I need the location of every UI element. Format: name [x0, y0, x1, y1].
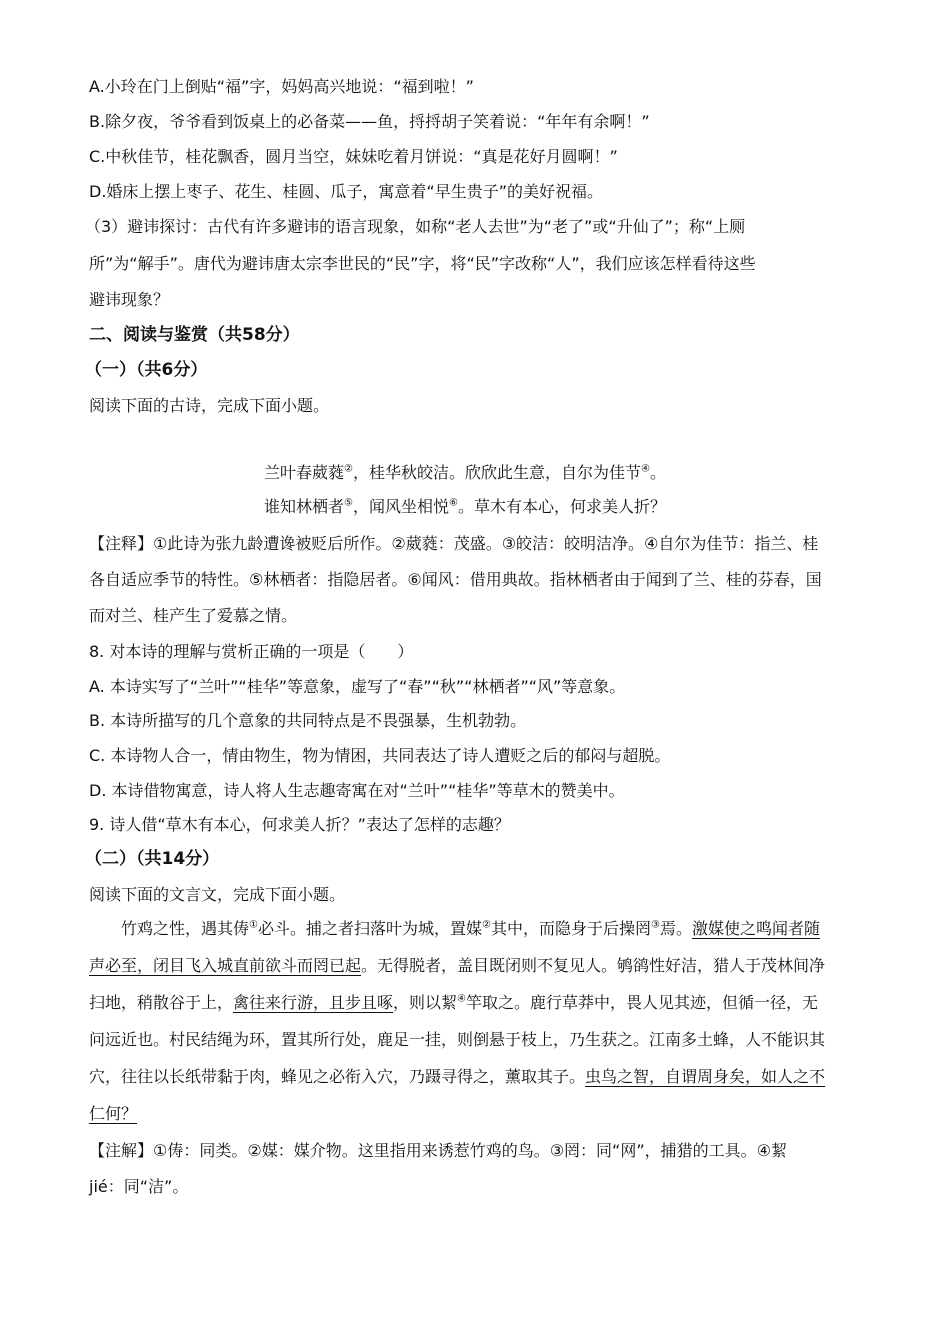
- section-2-title: 二、阅读与鉴赏（共58分）: [89, 325, 300, 345]
- q7-part3-line: 所”为“解手”。唐代为避讳唐太宗李世民的“民”字，将“民”字改称“人”，我们应该怎样看待这些: [89, 254, 756, 273]
- q8-option-c: C. 本诗物人合一，情由物生，物为情困，共同表达了诗人遭贬之后的郁闷与超脱。: [89, 746, 671, 765]
- underlined-sentence: 声必至，闭目飞入城直前欲斗而罔已起: [89, 956, 362, 975]
- note-marker: ④: [457, 993, 467, 1005]
- q8-option-d: D. 本诗借物寓意，诗人将人生志趣寄寓在对“兰叶”“桂华”等草木的赞美中。: [89, 781, 625, 800]
- poem-annotation: 【注释】①此诗为张九龄遭谗被贬后所作。②葳蕤：茂盛。③皎洁：皎明洁净。④自尔为佳节：指兰、桂: [89, 534, 819, 553]
- classical-text-annotation: 【注解】①俦：同类。②媒：媒介物。这里指用来诱惹竹鸡的鸟。③罔：同“网”，捕猎的工具。④絜: [89, 1141, 787, 1160]
- underlined-sentence: 虫鸟之智，自谓周身矣，如人之不: [585, 1067, 826, 1086]
- note-marker: ⑥: [449, 497, 458, 509]
- poem-line-2: 谁知林栖者⑤，闻风坐相悦⑥。草木有本心，何求美人折？: [264, 497, 666, 516]
- q7-part3-line: （3）避讳探讨：古代有许多避讳的语言现象，如称“老人去世”为“老了”或“升仙了”；称“上厕: [85, 217, 746, 236]
- part-1-instruction: 阅读下面的古诗，完成下面小题。: [89, 396, 330, 415]
- note-marker: ②: [482, 919, 491, 931]
- note-marker: ⑤: [344, 497, 353, 509]
- classical-text-line: 扫地，稍散谷于上，禽往来行游，且步且啄，则以絜④竿取之。鹿行草莽中，畏人见其迹，但循一径，无: [89, 993, 819, 1012]
- q7-option-c: C.中秋佳节，桂花飘香，圆月当空，妹妹吃着月饼说：“真是花好月圆啊！”: [89, 147, 618, 166]
- note-marker: ④: [641, 463, 650, 475]
- q7-option-b: B.除夕夜，爷爷看到饭桌上的必备菜——鱼，捋捋胡子笑着说：“年年有余啊！”: [89, 112, 650, 131]
- classical-text-line: 竹鸡之性，遇其俦①必斗。捕之者扫落叶为城，置媒②其中，而隐身于后操罔③焉。激媒使之鸣闻者随: [121, 919, 820, 938]
- part-1-title: （一）（共6分）: [85, 360, 208, 380]
- part-2-instruction: 阅读下面的文言文，完成下面小题。: [89, 885, 346, 904]
- q8-stem: 8. 对本诗的理解与赏析正确的一项是（ ）: [89, 642, 414, 661]
- note-marker: ③: [650, 919, 660, 931]
- classical-text-line: 声必至，闭目飞入城直前欲斗而罔已起。无得脱者，盖目既闭则不复见人。鸲鹆性好洁，猎人于茂林间净: [89, 956, 826, 975]
- q8-option-a: A. 本诗实写了“兰叶”“桂华”等意象，虚写了“春”“秋”“林栖者”“风”等意象。: [89, 677, 626, 696]
- underlined-sentence: 禽往来行游，且步且啄: [233, 993, 394, 1012]
- classical-text-line: 问远近也。村民结绳为环，置其所行处，鹿足一挂，则倒悬于枝上，乃生获之。江南多土蜂，人不能识其: [89, 1030, 826, 1049]
- classical-text-line: 穴，往往以长纸带黏于肉，蜂见之必衔入穴，乃蹑寻得之，薰取其子。虫鸟之智，自谓周身矣，如人之不: [89, 1067, 826, 1086]
- poem-line-1: 兰叶春葳蕤②，桂华秋皎洁。欣欣此生意，自尔为佳节④。: [264, 463, 666, 482]
- classical-text-line: [89, 1104, 137, 1124]
- underlined-sentence: 激媒使之鸣闻者随: [691, 919, 820, 938]
- part-2-title: （二）（共14分）: [85, 849, 220, 869]
- note-marker: ①: [249, 919, 258, 931]
- poem-annotation: 各自适应季节的特性。⑤林栖者：指隐居者。⑥闻风：借用典故。指林栖者由于闻到了兰、桂的芬春，国: [89, 570, 822, 589]
- q9-stem: 9. 诗人借“草木有本心，何求美人折？”表达了怎样的志趣？: [89, 815, 510, 834]
- q7-option-d: D.婚床上摆上枣子、花生、桂圆、瓜子，寓意着“早生贵子”的美好祝福。: [89, 182, 603, 201]
- q7-part3-line: 避讳现象？: [89, 290, 170, 309]
- note-marker: ②: [344, 463, 353, 475]
- poem-annotation: 而对兰、桂产生了爱慕之情。: [89, 606, 298, 625]
- classical-text-annotation: jié：同“洁”。: [89, 1177, 189, 1196]
- q8-option-b: B. 本诗所描写的几个意象的共同特点是不畏强暴，生机勃勃。: [89, 711, 527, 730]
- q7-option-a: A.小玲在门上倒贴“福”字，妈妈高兴地说：“福到啦！”: [89, 77, 474, 96]
- underlined-sentence: 仁何？: [89, 1104, 138, 1123]
